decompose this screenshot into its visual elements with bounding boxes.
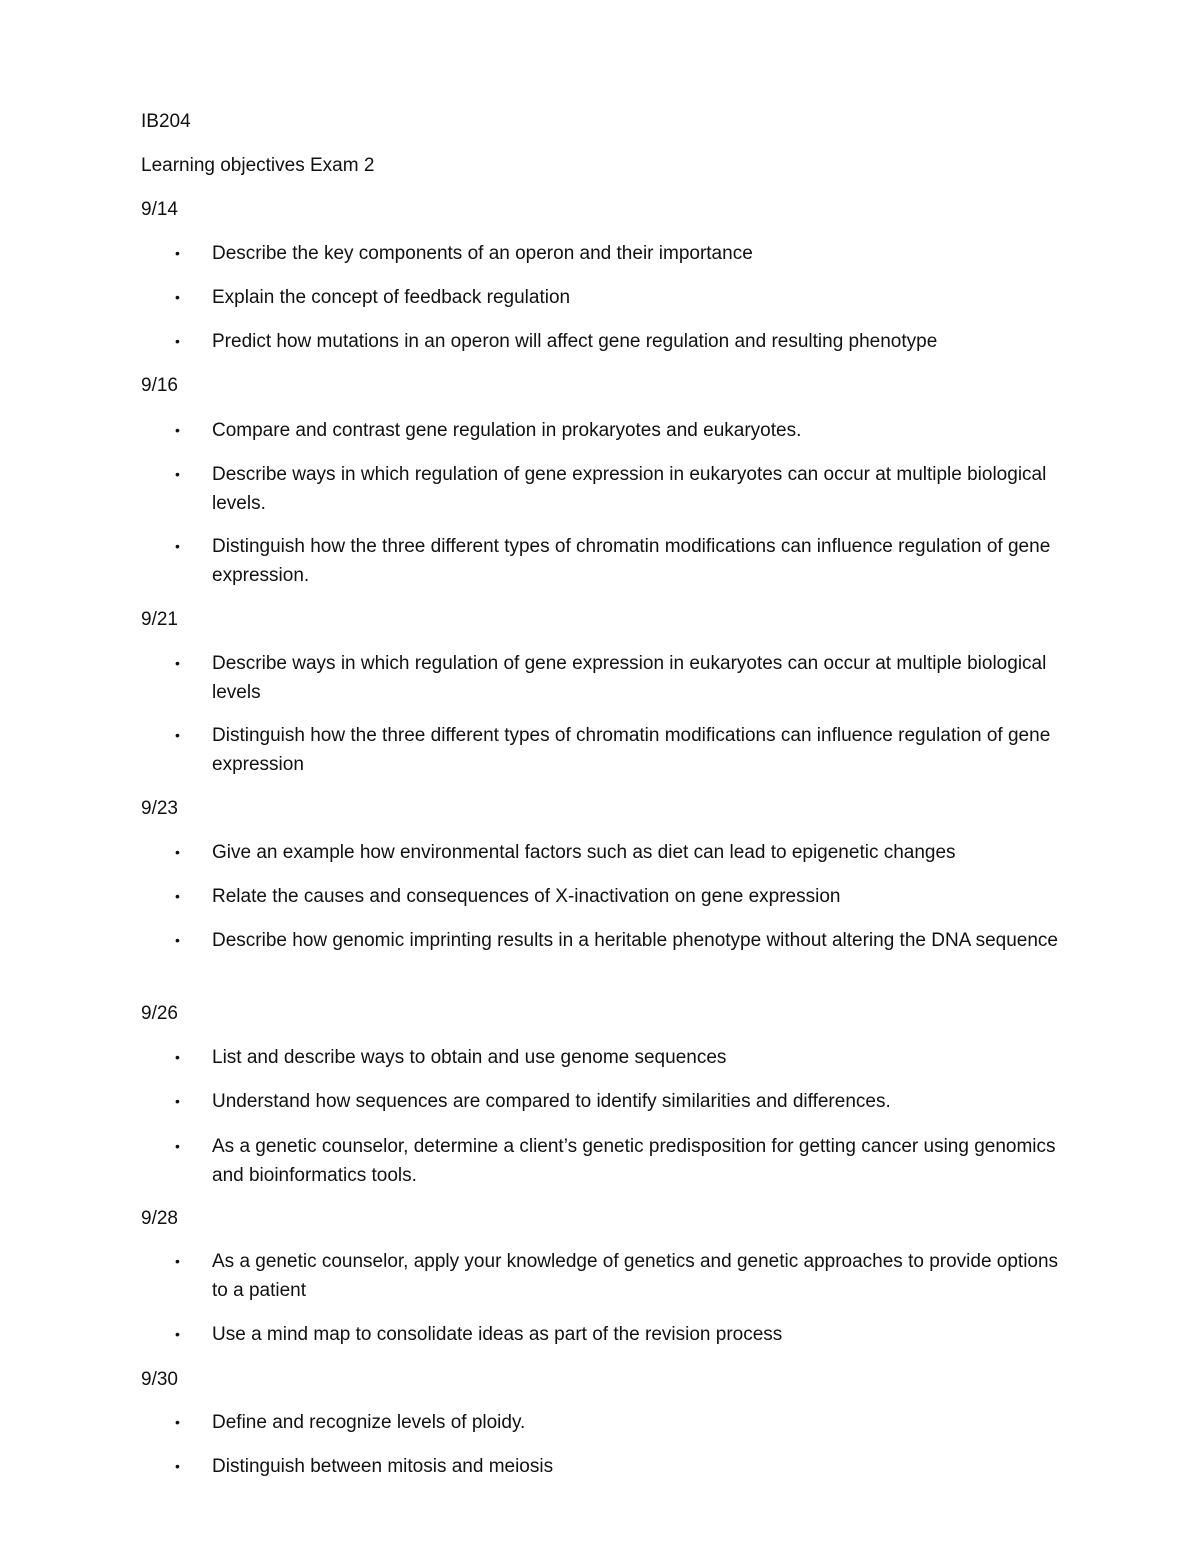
objective-text: Describe ways in which regulation of gene expression in eukaryotes can occur at multiple biological levels	[212, 653, 1047, 703]
document-title: Learning objectives Exam 2	[141, 155, 375, 176]
bullet-icon: •	[175, 932, 180, 948]
bullet-icon: •	[175, 1138, 180, 1154]
objective-text: Understand how sequences are compared to identify similarities and differences.	[212, 1091, 891, 1112]
section-date: 9/30	[141, 1369, 178, 1390]
bullet-icon: •	[175, 844, 180, 860]
objective-text: Use a mind map to consolidate ideas as part of the revision process	[212, 1324, 783, 1345]
bullet-icon: •	[175, 655, 180, 671]
bullet-icon: •	[175, 422, 180, 438]
bullet-icon: •	[175, 888, 180, 904]
bullet-icon: •	[175, 245, 180, 261]
objective-text: Predict how mutations in an operon will affect gene regulation and resulting phenotype	[212, 331, 938, 352]
objective-text: Describe ways in which regulation of gene expression in eukaryotes can occur at multiple biological levels.	[212, 464, 1047, 514]
section-date: 9/21	[141, 609, 178, 630]
objective-text: Compare and contrast gene regulation in prokaryotes and eukaryotes.	[212, 420, 802, 441]
bullet-icon: •	[175, 1049, 180, 1065]
objective-text: List and describe ways to obtain and use genome sequences	[212, 1047, 727, 1068]
objective-text: Distinguish how the three different types of chromatin modifications can influence regulation of gene expression	[212, 725, 1051, 775]
bullet-icon: •	[175, 466, 180, 482]
objective-text: As a genetic counselor, apply your knowledge of genetics and genetic approaches to provide options to a patient	[212, 1251, 1059, 1301]
objective-text: Distinguish how the three different types of chromatin modifications can influence regulation of gene expression.	[212, 536, 1051, 586]
section-date: 9/28	[141, 1208, 178, 1229]
bullet-icon: •	[175, 1458, 180, 1474]
objective-text: Explain the concept of feedback regulation	[212, 287, 571, 308]
objective-text: Describe how genomic imprinting results in a heritable phenotype without altering the DNA sequence	[212, 930, 1058, 951]
bullet-icon: •	[175, 289, 180, 305]
bullet-icon: •	[175, 1326, 180, 1342]
section-date: 9/23	[141, 798, 178, 819]
objective-text: Describe the key components of an operon and their importance	[212, 243, 753, 264]
objective-text: As a genetic counselor, determine a client’s genetic predisposition for getting cancer using genomics and bioinformatics tools.	[212, 1136, 1056, 1186]
bullet-icon: •	[175, 727, 180, 743]
objective-text: Relate the causes and consequences of X-inactivation on gene expression	[212, 886, 841, 907]
objective-text: Give an example how environmental factors such as diet can lead to epigenetic changes	[212, 842, 956, 863]
bullet-icon: •	[175, 1253, 180, 1269]
bullet-icon: •	[175, 1093, 180, 1109]
section-date: 9/16	[141, 375, 178, 396]
section-date: 9/26	[141, 1003, 178, 1024]
bullet-icon: •	[175, 1414, 180, 1430]
bullet-icon: •	[175, 538, 180, 554]
bullet-icon: •	[175, 333, 180, 349]
course-code: IB204	[141, 111, 191, 132]
section-date: 9/14	[141, 199, 178, 220]
objective-text: Distinguish between mitosis and meiosis	[212, 1456, 554, 1477]
objective-text: Define and recognize levels of ploidy.	[212, 1412, 526, 1433]
